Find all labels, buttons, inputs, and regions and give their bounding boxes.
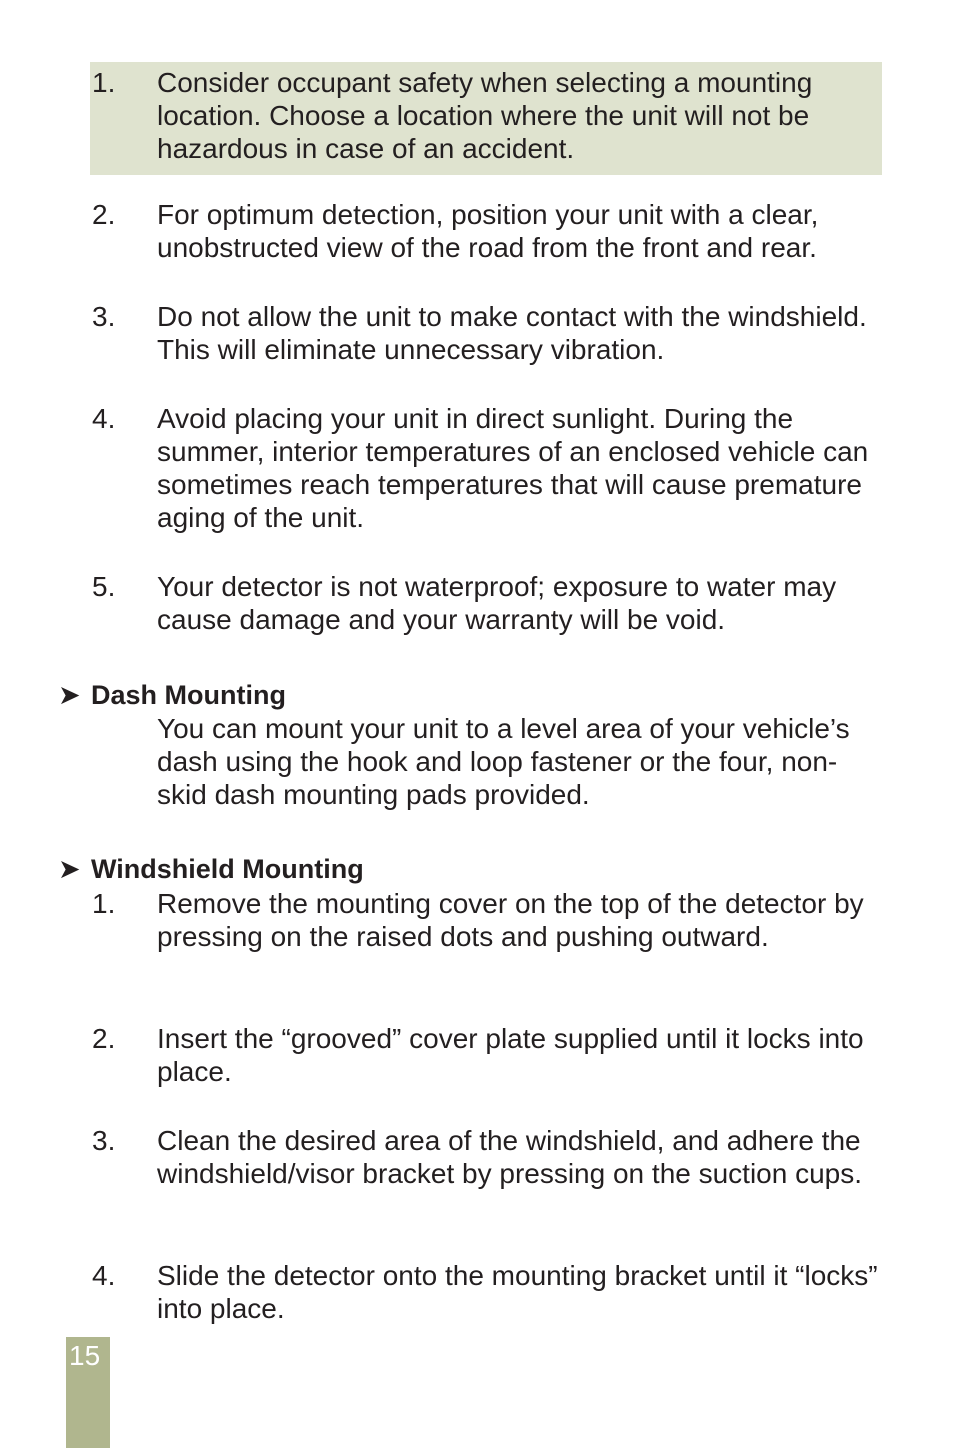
item-number: 2.	[92, 199, 116, 230]
windshield-step-2	[90, 1022, 882, 1088]
step-number: 3.	[92, 1125, 116, 1156]
heading-text: Dash Mounting	[91, 680, 286, 710]
general-item-3	[90, 300, 882, 366]
general-item-4	[90, 402, 882, 534]
item-text: Consider occupant safety when selecting a mounting location. Choose a location where the unit will not be hazardous in case of an accident.	[157, 67, 813, 164]
item-number: 4.	[92, 403, 116, 434]
windshield-step-4	[90, 1259, 882, 1325]
general-item-1	[90, 62, 882, 175]
step-text: Insert the “grooved” cover plate supplied until it locks into place.	[157, 1023, 864, 1087]
step-number: 2.	[92, 1023, 116, 1054]
dash-mounting-text: You can mount your unit to a level area of your vehicle’s dash using the hook and loop fastener or the four, non-skid dash mounting pads provided.	[157, 713, 850, 810]
arrow-right-icon: ➤	[58, 680, 81, 710]
page-number: 15	[69, 1340, 101, 1371]
item-number: 5.	[92, 571, 116, 602]
heading-text: Windshield Mounting	[91, 854, 364, 884]
windshield-mounting-heading	[58, 853, 364, 886]
item-number: 1.	[92, 67, 116, 98]
item-text: For optimum detection, position your unit with a clear, unobstructed view of the road from the front and rear.	[157, 199, 819, 263]
step-text: Slide the detector onto the mounting bracket until it “locks” into place.	[157, 1260, 878, 1324]
step-text: Remove the mounting cover on the top of the detector by pressing on the raised dots and pushing outward.	[157, 888, 864, 952]
step-number: 1.	[92, 888, 116, 919]
step-text: Clean the desired area of the windshield, and adhere the windshield/visor bracket by pressing on the suction cups.	[157, 1125, 863, 1189]
arrow-right-icon: ➤	[58, 854, 81, 884]
general-item-2	[90, 198, 882, 264]
dash-mounting-heading	[58, 679, 286, 712]
item-text: Your detector is not waterproof; exposure to water may cause damage and your warranty will be void.	[157, 571, 837, 635]
item-text: Do not allow the unit to make contact with the windshield. This will eliminate unnecessary vibration.	[157, 301, 867, 365]
item-number: 3.	[92, 301, 116, 332]
step-number: 4.	[92, 1260, 116, 1291]
page-number-tab	[66, 1337, 110, 1448]
windshield-step-1	[90, 887, 882, 953]
general-item-5	[90, 570, 882, 636]
windshield-step-3	[90, 1124, 882, 1190]
item-text: Avoid placing your unit in direct sunlight. During the summer, interior temperatures of an enclosed vehicle can sometimes reach temperatures that will cause premature aging of the unit.	[157, 403, 869, 533]
